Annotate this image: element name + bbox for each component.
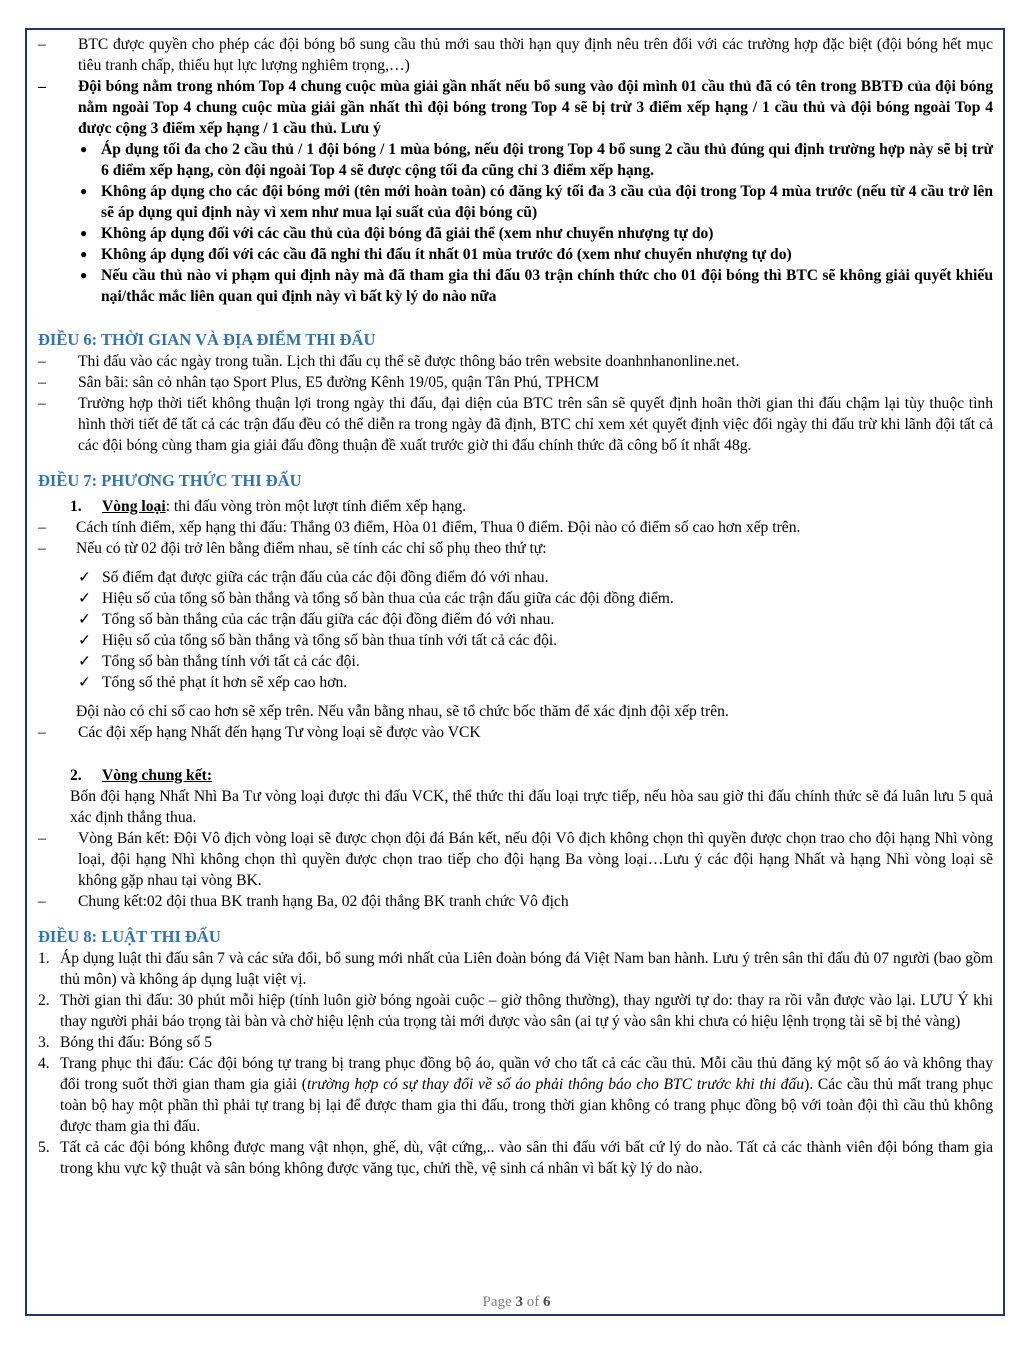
list-item: 2. Thời gian thi đấu: 30 phút mỗi hiệp (tính luôn giờ bóng ngoài cuộc – giờ thông thường), thay người tự do: thay ra rồi vẫn được vào lại. LƯU Ý khi thay người phải báo trọng tài bàn và chờ hiệu lệnh của trọng tài mới được vào sân (ai tự ý vào sân khi chưa có hiệu lệnh trọng tài sẽ bị thẻ vàng) [38, 992, 993, 1030]
round-2-heading [38, 765, 993, 786]
round-2-desc: Bốn đội hạng Nhất Nhì Ba Tư vòng loại được thi đấu VCK, thể thức thi đấu loại trực tiếp, nếu hòa sau giờ thi đấu chính thức sẽ đá luân lưu 5 quả xác định thắng thua. [70, 788, 993, 826]
list-item: – BTC được quyền cho phép các đội bóng bổ sung cầu thủ mới sau thời hạn quy định nêu trên đối với các trường hợp đặc biệt (đội bóng hết mục tiêu tranh chấp, thiếu hụt lực lượng nghiêm trọng,…) [38, 34, 993, 76]
footer-page-current: 3 [515, 1294, 523, 1310]
round-2-number: 2. [70, 767, 82, 784]
list-item: – Cách tính điểm, xếp hạng thi đấu: Thắng 03 điểm, Hòa 01 điểm, Thua 0 điểm. Đội nào có điểm số cao hơn xếp trên. [38, 517, 993, 538]
section-6-list [38, 351, 993, 456]
list-item: ✓ Hiệu số của tổng số bàn thắng và tổng số bàn thua của các trận đấu giữa các đội đồng điểm. [38, 588, 993, 609]
list-item: ✓ Số điểm đạt được giữa các trận đấu của các đội đồng điểm đó với nhau. [38, 567, 993, 588]
list-item: ● Không áp dụng đối với các cầu thủ của đội bóng đã giải thể (xem như chuyển nhượng tự do) [38, 223, 993, 244]
footer-of-word: of [526, 1294, 540, 1310]
section-6-heading: ĐIỀU 6: THỜI GIAN VÀ ĐỊA ĐIỂM THI ĐẤU [38, 330, 376, 349]
list-item: – Nếu có từ 02 đội trở lên bằng điểm nhau, sẽ tính các chỉ số phụ theo thứ tự: [38, 538, 993, 559]
footer-page-word: Page [482, 1294, 512, 1310]
list-item: 3. Bóng thi đấu: Bóng số 5 [38, 1034, 213, 1051]
page-footer [0, 1294, 1033, 1311]
round-1-desc: : thi đấu vòng tròn một lượt tính điểm xếp hạng. [165, 498, 467, 515]
footer-page-total: 6 [542, 1294, 551, 1310]
list-item: 4. Trang phục thi đấu: Các đội bóng tự trang bị trang phục đồng bộ áo, quần vớ cho tất cả các cầu thủ. Mỗi cầu thủ đăng ký một số áo và không thay đổi trong suốt thời gian tham gia giải (trường hợp có sự thay đổi về số áo phải thông báo cho BTC trước khi thi đấu). Các cầu thủ mất trang phục toàn bộ hay một phần thì phải tự trang bị lại để được tham gia thi đấu, trong thời gian không có trang phục đồng bộ với toàn đội thì cầu thủ không được tham gia thi đấu. [38, 1055, 994, 1135]
list-item: – Sân bãi: sân cỏ nhân tạo Sport Plus, E5 đường Kênh 19/05, quận Tân Phú, TPHCM [38, 372, 993, 393]
list-item: – Thi đấu vào các ngày trong tuần. Lịch thi đấu cụ thể sẽ được thông báo trên website doanhnhanonline.net. [38, 351, 993, 372]
section-7-heading: ĐIỀU 7: PHƯƠNG THỨC THI ĐẤU [38, 471, 302, 490]
list-item: – Vòng Bán kết: Đội Vô địch vòng loại sẽ được chọn đội đá Bán kết, nếu đội Vô địch không chọn thì quyền được chọn trao cho đội hạng Nhì vòng loại, đội hạng Nhì không chọn thì quyền được chọn trao tiếp cho đội hạng Ba vòng loại…Lưu ý các đội hạng Nhất và hạng Nhì vòng loại sẽ không gặp nhau tại vòng BK. [38, 828, 993, 891]
list-item: ● Nếu cầu thủ nào vi phạm qui định này mà đã tham gia thi đấu 03 trận chính thức cho 01 đội bóng thì BTC sẽ không giải quyết khiếu nại/thắc mắc liên quan qui định này vì bất kỳ lý do nào nữa [38, 265, 993, 307]
round-2-colon: : [206, 767, 213, 784]
tiebreaker-list [38, 567, 993, 693]
list-item: ● Không áp dụng đối với các cầu đã nghỉ thi đấu ít nhất 01 mùa trước đó (xem như chuyển nhượng tự do) [38, 244, 993, 265]
top4-rules-bullets [38, 139, 993, 307]
round-2-list [38, 828, 993, 912]
list-item: ✓ Tổng số bàn thắng tính với tất cả các đội. [38, 651, 993, 672]
round-1-number: 1. [70, 498, 82, 515]
list-item: 1. Áp dụng luật thi đấu sân 7 và các sửa đổi, bổ sung mới nhất của Liên đoàn bóng đá Việt Nam ban hành. Lưu ý trên sân thi đấu đủ 07 người (bao gồm thủ môn) và không áp dụng luật việt vị. [38, 950, 993, 988]
list-item: – Các đội xếp hạng Nhất đến hạng Tư vòng loại sẽ được vào VCK [38, 722, 993, 743]
tiebreak-note: Đội nào có chỉ số cao hơn sẽ xếp trên. Nếu vẫn bằng nhau, sẽ tổ chức bốc thăm để xác định đội xếp trên. [76, 703, 729, 720]
section-8-list [38, 948, 993, 1179]
list-item: ● Không áp dụng cho các đội bóng mới (tên mới hoàn toàn) có đăng ký tối đa 3 cầu của đội trong Top 4 mùa trước (nếu từ 4 cầu trở lên sẽ áp dụng qui định này vì xem như mua lại suất của đội bóng cũ) [38, 181, 993, 223]
section-8-heading: ĐIỀU 8: LUẬT THI ĐẤU [38, 927, 221, 946]
list-item: 5. Tất cả các đội bóng không được mang vật nhọn, ghế, dù, vật cứng,.. vào sân thi đấu với bất cứ lý do nào. Tất cả các thành viên đội bóng tham gia trong khu vực kỹ thuật và sân bóng không được văng tục, chửi thề, vệ sinh cá nhân vì bất kỳ lý do nào. [38, 1139, 993, 1177]
list-item: ✓ Tổng số thẻ phạt ít hơn sẽ xếp cao hơn. [38, 672, 993, 693]
list-item: ● Áp dụng tối đa cho 2 cầu thủ / 1 đội bóng / 1 mùa bóng, nếu đội trong Top 4 bổ sung 2 cầu thủ đúng qui định trường hợp này sẽ bị trừ 6 điểm xếp hạng, còn đội ngoài Top 4 sẽ được cộng tối đa cũng chỉ 3 điểm xếp hạng. [38, 139, 993, 181]
document-body [38, 34, 993, 1179]
round-1-final-list [38, 722, 993, 743]
list-item: ✓ Hiệu số của tổng số bàn thắng và tổng số bàn thua tính với tất cả các đội. [38, 630, 993, 651]
list-item: – Chung kết:02 đội thua BK tranh hạng Ba, 02 đội thắng BK tranh chức Vô địch [38, 891, 993, 912]
list-item: – Trường hợp thời tiết không thuận lợi trong ngày thi đấu, đại diện của BTC trên sân sẽ quyết định hoãn thời gian thi đấu chậm lại tùy thuộc tình hình thời tiết để tất cả các trận đấu đều có thể diễn ra trong ngày đã định, BTC chỉ xem xét quyết định việc đổi ngày thi đấu trừ khi lãnh đội tất cả các đội bóng cùng tham gia giải đấu đồng thuận đề xuất trước giờ thi đấu chính thức đã công bố ít nhất 48g. [38, 393, 993, 456]
list-item: ✓ Tổng số bàn thắng của các trận đấu giữa các đội đồng điểm đó với nhau. [38, 609, 993, 630]
round-1-list [38, 517, 993, 559]
round-1-heading [38, 496, 993, 517]
rules-list-top [38, 34, 993, 139]
round-1-name: Vòng loại [102, 498, 166, 515]
list-item: – Đội bóng nằm trong nhóm Top 4 chung cuộc mùa giải gần nhất nếu bổ sung vào đội mình 01 cầu thủ đã có tên trong BBTĐ của đội bóng nằm ngoài Top 4 chung cuộc mùa giải gần nhất thì đội bóng trong Top 4 sẽ bị trừ 3 điểm xếp hạng / 1 cầu thủ và đội bóng ngoài Top 4 được cộng 3 điểm xếp hạng / 1 cầu thủ. Lưu ý [38, 76, 993, 139]
round-2-name: Vòng chung kết [102, 767, 207, 784]
